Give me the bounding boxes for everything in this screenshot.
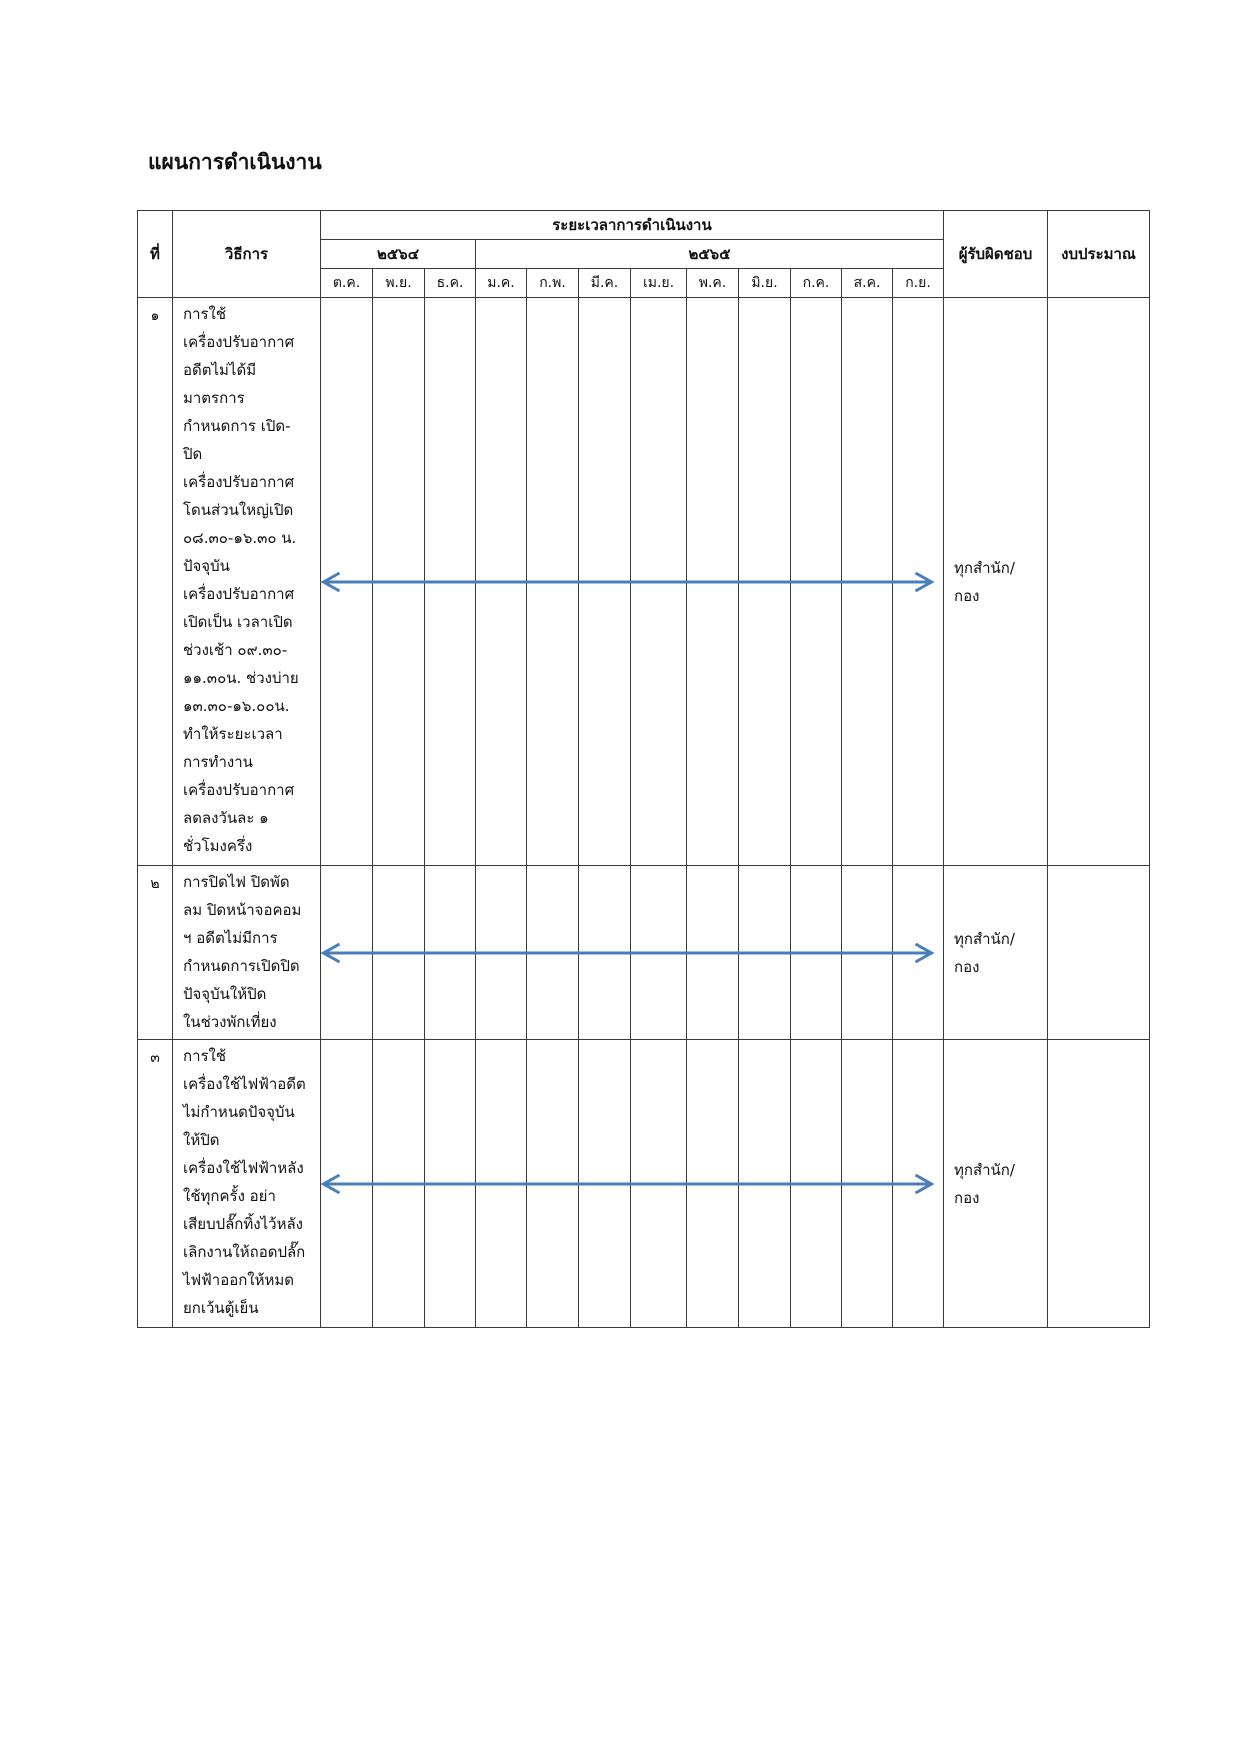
- month-cell: [842, 866, 893, 1040]
- budget-cell: [1048, 1040, 1150, 1328]
- month-cell: [631, 298, 687, 866]
- month-header: มิ.ย.: [739, 269, 791, 298]
- method-line: เครื่องปรับอากาศ: [183, 473, 295, 491]
- budget-cell: [1048, 298, 1150, 866]
- method-line: การปิดไฟ ปิดพัด: [183, 873, 290, 891]
- header-method: วิธีการ: [173, 211, 321, 298]
- month-cell: [687, 866, 739, 1040]
- month-cell: [893, 1040, 944, 1328]
- method-line: ลดลงวันละ ๑: [183, 809, 269, 827]
- method-line: อดีตไม่ได้มี: [183, 361, 257, 379]
- month-cell: [321, 1040, 373, 1328]
- method-line: เครื่องปรับอากาศ: [183, 333, 295, 351]
- month-cell: [373, 866, 425, 1040]
- month-cell: [631, 1040, 687, 1328]
- row-number: ๒: [138, 866, 173, 1040]
- month-header: ก.ย.: [893, 269, 944, 298]
- month-cell: [425, 298, 476, 866]
- month-cell: [476, 1040, 527, 1328]
- month-cell: [373, 1040, 425, 1328]
- responsible-line: ทุกสำนัก/: [954, 1160, 1015, 1179]
- header-responsible: ผู้รับผิดชอบ: [944, 211, 1048, 298]
- header-budget: งบประมาณ: [1048, 211, 1150, 298]
- header-period: ระยะเวลาการดำเนินงาน: [321, 211, 944, 240]
- month-cell: [579, 1040, 631, 1328]
- method-line: มาตรการ: [183, 389, 245, 407]
- method-line: การใช้: [183, 305, 227, 323]
- row-number: ๓: [138, 1040, 173, 1328]
- table-row: [138, 1040, 1150, 1328]
- plan-table: [137, 210, 1150, 1328]
- month-cell: [791, 866, 842, 1040]
- month-cell: [893, 866, 944, 1040]
- method-line: ชั่วโมงครึ่ง: [183, 837, 253, 855]
- month-header: ก.พ.: [527, 269, 579, 298]
- month-cell: [527, 1040, 579, 1328]
- month-header: พ.ย.: [373, 269, 425, 298]
- month-cell: [842, 1040, 893, 1328]
- month-header: ธ.ค.: [425, 269, 476, 298]
- header-year-2564: ๒๕๖๔: [321, 240, 476, 269]
- month-cell: [527, 298, 579, 866]
- month-header: ก.ค.: [791, 269, 842, 298]
- method-line: โดนส่วนใหญ่เปิด: [183, 501, 294, 519]
- responsible-line: กอง: [954, 957, 980, 976]
- method-line: เครื่องปรับอากาศ: [183, 781, 295, 799]
- month-cell: [425, 866, 476, 1040]
- month-header: ม.ค.: [476, 269, 527, 298]
- month-cell: [631, 866, 687, 1040]
- method-line: กำหนดการเปิดปิด: [183, 957, 300, 975]
- month-header: ต.ค.: [321, 269, 373, 298]
- method-line: เครื่องปรับอากาศ: [183, 585, 295, 603]
- month-header: เม.ย.: [631, 269, 687, 298]
- method-line: ช่วงเช้า ๐๙.๓๐-: [183, 641, 288, 659]
- row-number: ๑: [138, 298, 173, 866]
- method-line: การใช้: [183, 1047, 227, 1065]
- responsible-line: ทุกสำนัก/: [954, 929, 1015, 948]
- method-line: ๑๓.๓๐-๑๖.๐๐น.: [183, 697, 290, 715]
- month-cell: [527, 866, 579, 1040]
- month-cell: [687, 1040, 739, 1328]
- method-line: ฯ อดีตไม่มีการ: [183, 929, 278, 947]
- responsible-line: กอง: [954, 586, 980, 605]
- method-line: ๑๑.๓๐น. ช่วงบ่าย: [183, 669, 299, 687]
- budget-cell: [1048, 866, 1150, 1040]
- method-cell: [173, 298, 321, 866]
- header-year-2565: ๒๕๖๕: [476, 240, 944, 269]
- month-cell: [579, 866, 631, 1040]
- responsible-cell: [944, 866, 1048, 1040]
- method-line: ลม ปิดหน้าจอคอม: [183, 901, 302, 919]
- responsible-cell: [944, 1040, 1048, 1328]
- month-cell: [842, 298, 893, 866]
- method-line: เปิดเป็น เวลาเปิด: [183, 613, 293, 631]
- month-cell: [321, 298, 373, 866]
- method-line: ในช่วงพักเที่ยง: [183, 1013, 277, 1031]
- month-header: ส.ค.: [842, 269, 893, 298]
- month-cell: [321, 866, 373, 1040]
- method-line: ยกเว้นตู้เย็น: [183, 1299, 259, 1317]
- method-line: เสียบปลั๊กทิ้งไว้หลัง: [183, 1215, 303, 1233]
- method-line: ทำให้ระยะเวลา: [183, 725, 283, 743]
- method-cell: [173, 1040, 321, 1328]
- table-row: [138, 866, 1150, 1040]
- month-cell: [791, 1040, 842, 1328]
- method-line: เครื่องใช้ไฟฟ้าอดีต: [183, 1075, 306, 1093]
- responsible-line: กอง: [954, 1188, 980, 1207]
- method-line: ให้ปิด: [183, 1131, 220, 1149]
- method-line: ปัจจุบันให้ปิด: [183, 985, 267, 1003]
- method-cell: [173, 866, 321, 1040]
- method-line: ปิด: [183, 445, 203, 463]
- month-cell: [476, 866, 527, 1040]
- method-line: การทำงาน: [183, 753, 253, 771]
- method-line: ใช้ทุกครั้ง อย่า: [183, 1187, 276, 1205]
- month-cell: [579, 298, 631, 866]
- method-line: ไม่กำหนดปัจจุบัน: [183, 1103, 295, 1121]
- page-title: แผนการดำเนินงาน: [148, 150, 322, 174]
- month-cell: [791, 298, 842, 866]
- month-cell: [687, 298, 739, 866]
- table-row: [138, 298, 1150, 866]
- month-cell: [739, 1040, 791, 1328]
- method-line: ไฟฟ้าออกให้หมด: [183, 1271, 295, 1289]
- method-line: กำหนดการ เปิด-: [183, 417, 291, 435]
- responsible-line: ทุกสำนัก/: [954, 558, 1015, 577]
- month-cell: [739, 866, 791, 1040]
- month-cell: [893, 298, 944, 866]
- month-cell: [476, 298, 527, 866]
- method-line: ปัจจุบัน: [183, 557, 230, 575]
- method-line: เครื่องใช้ไฟฟ้าหลัง: [183, 1159, 304, 1177]
- month-header: มี.ค.: [579, 269, 631, 298]
- responsible-cell: [944, 298, 1048, 866]
- method-line: เลิกงานให้ถอดปลั๊ก: [183, 1243, 306, 1261]
- method-line: ๐๘.๓๐-๑๖.๓๐ น.: [183, 529, 297, 547]
- header-no: ที่: [138, 211, 173, 298]
- month-header: พ.ค.: [687, 269, 739, 298]
- month-cell: [739, 298, 791, 866]
- month-cell: [425, 1040, 476, 1328]
- month-cell: [373, 298, 425, 866]
